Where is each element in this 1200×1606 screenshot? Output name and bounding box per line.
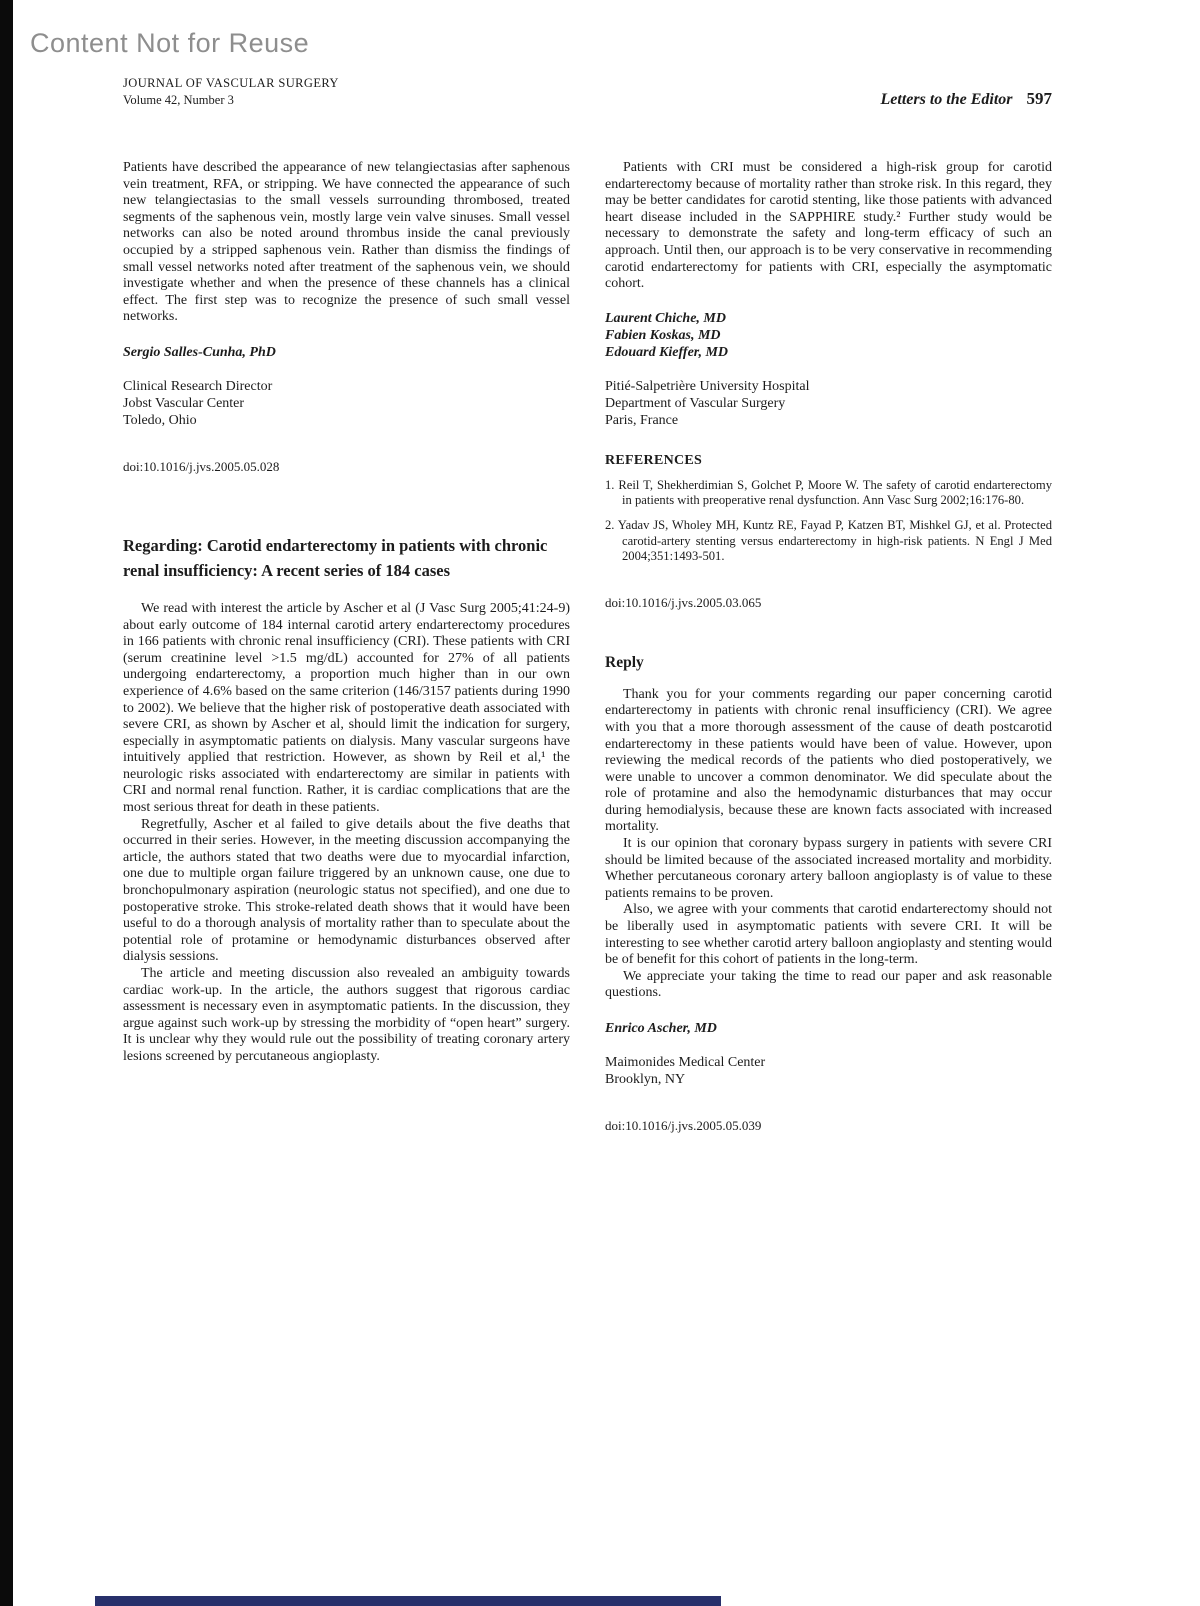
continuation-paragraph: Patients have described the appearance of new telangiectasias after saphenous vein treatment, RFA, or stripping. We have connected the appearance of such new telangiectasias to the small vessels surrounding thrombosed, treated segments of the saphenous vein, mostly large vein valve sinuses. Small vessel networks can also be noted around thrombus inside the canal previously occupied by a stripped saphenous vein. Rather than dismiss the findings of small vessel networks noted after treatment of the saphenous vein, we should investigate whether and when the presence of these channels has a clinical effect. The first step was to recognize the presence of such small vessel networks. bbox=[123, 160, 570, 325]
doi-line: doi:10.1016/j.jvs.2005.05.039 bbox=[605, 1118, 762, 1133]
bottom-edge-bar bbox=[95, 1596, 721, 1606]
letter-paragraph: The article and meeting discussion also revealed an ambiguity towards cardiac work-up. In the article, the authors suggest that rigorous cardiac assessment is necessary even in asymptomatic patients. In the discussion, they argue against such work-up by stressing the morbidity of “open heart” surgery. It is unclear why they would rule out the possibility of treating coronary artery lesions screened by percutaneous angioplasty. bbox=[123, 966, 570, 1064]
doi-line: doi:10.1016/j.jvs.2005.03.065 bbox=[605, 594, 762, 610]
doi-line: doi:10.1016/j.jvs.2005.05.028 bbox=[123, 458, 280, 474]
letter-author: Edouard Kieffer, MD bbox=[605, 344, 729, 360]
letter-paragraph: Patients with CRI must be considered a high-risk group for carotid endarterectomy because of mortality rather than stroke risk. In this regard, they may be better candidates for carotid stenting, like those patients with advanced heart disease included in the SAPPHIRE study.² Further study would be necessary to demonstrate the safety and long-term efficacy of such an approach. Until then, our approach is to be very conservative in recommending carotid endarterectomy for patients with CRI, especially the asymptomatic cohort. bbox=[605, 160, 1052, 292]
reply-paragraph: We appreciate your taking the time to read our paper and ask reasonable questions. bbox=[605, 968, 1052, 1001]
reference-item: 1. Reil T, Shekherdimian S, Golchet P, Moore W. The safety of carotid endarterectomy in patients with preoperative renal dysfunction. Ann Vasc Surg 2002;16:176-80. bbox=[605, 477, 1052, 508]
affiliation-line: Pitié-Salpetrière University Hospital bbox=[605, 378, 810, 394]
affiliation-line: Department of Vascular Surgery bbox=[605, 395, 786, 411]
reply-paragraph: Also, we agree with your comments that carotid endarterectomy should not be liberally used in asymptomatic patients with severe CRI. It will be interesting to see whether carotid artery balloon angioplasty and stenting would be of benefit for this cohort of patients in the long-term. bbox=[605, 902, 1052, 968]
journal-volume: Volume 42, Number 3 bbox=[123, 93, 234, 107]
watermark-text: Content Not for Reuse bbox=[30, 28, 310, 58]
reply-heading: Reply bbox=[605, 653, 644, 671]
affiliation-line: Paris, France bbox=[605, 412, 679, 428]
letter-author: Laurent Chiche, MD bbox=[605, 310, 726, 326]
page-header bbox=[123, 75, 1052, 109]
reply-paragraph: It is our opinion that coronary bypass surgery in patients with severe CRI should be limited because of the associated increased mortality and morbidity. Whether percutaneous coronary artery balloon angioplasty is of value to these patients remains to be proven. bbox=[605, 836, 1052, 901]
journal-name: JOURNAL OF VASCULAR SURGERY bbox=[123, 76, 339, 90]
reply-author: Enrico Ascher, MD bbox=[605, 1021, 717, 1036]
affiliation-line: Jobst Vascular Center bbox=[123, 395, 245, 411]
author-affiliation bbox=[605, 378, 1052, 429]
author-affiliation bbox=[605, 1054, 1052, 1088]
running-head bbox=[881, 89, 1053, 109]
letter-author: Sergio Salles-Cunha, PhD bbox=[123, 344, 276, 360]
right-column bbox=[605, 160, 1052, 1134]
reply-paragraph: Thank you for your comments regarding our paper concerning carotid endarterectomy in patients with chronic renal insufficiency (CRI). We agree with you that a more thorough assessment of the cause of death postcarotid endarterectomy in these patients would have been of value. However, upon reviewing the medical records of the patients who died postoperatively, we were unable to uncover a common denominator. We did speculate about the role of protamine and also the hemodynamic disturbances that may occur during hemodialysis, because these are known facts associated with increased mortality. bbox=[605, 686, 1052, 835]
references-heading: REFERENCES bbox=[605, 452, 703, 468]
left-column bbox=[123, 160, 570, 1134]
author-affiliation bbox=[123, 378, 570, 429]
affiliation-line: Clinical Research Director bbox=[123, 378, 273, 394]
letter-author: Fabien Koskas, MD bbox=[605, 327, 721, 343]
letter-authors bbox=[605, 310, 1052, 361]
two-column-body bbox=[123, 160, 1052, 1134]
reference-item: 2. Yadav JS, Wholey MH, Kuntz RE, Fayad P, Katzen BT, Mishkel GJ, et al. Protected carotid-artery stenting versus endarterectomy in high-risk patients. N Engl J Med 2004;351:1493-501. bbox=[605, 517, 1052, 564]
journal-info bbox=[123, 75, 339, 109]
page-number: 597 bbox=[1026, 89, 1052, 108]
section-title: Letters to the Editor bbox=[880, 91, 1013, 108]
left-edge-bar bbox=[0, 0, 13, 1606]
letter-title: Regarding: Carotid endarterectomy in patients with chronic renal insufficiency: A recent series of 184 cases bbox=[123, 535, 548, 580]
letter-paragraph: We read with interest the article by Ascher et al (J Vasc Surg 2005;41:24-9) about early outcome of 184 internal carotid artery endarterectomy procedures in 166 patients with chronic renal insufficiency (CRI). These patients with CRI (serum creatinine level >1.5 mg/dL) accounted for 27% of all patients undergoing endarterectomy, a proportion much higher than in our own experience of 4.6% based on the same criterion (146/3157 patients during 1990 to 2002). We believe that the higher risk of postoperative death associated with severe CRI, as shown by Ascher et al, should limit the indication for surgery, especially in asymptomatic patients on dialysis. Many vascular surgeons have intuitively applied that restriction. However, as shown by Reil et al,¹ the neurologic risks associated with endarterectomy are similar in patients with CRI and normal renal function. Rather, it is cardiac complications that are the most serious threat for death in these patients. bbox=[123, 600, 570, 816]
affiliation-line: Maimonides Medical Center bbox=[605, 1055, 766, 1070]
affiliation-line: Brooklyn, NY bbox=[605, 1072, 686, 1087]
affiliation-line: Toledo, Ohio bbox=[123, 412, 197, 428]
letter-paragraph: Regretfully, Ascher et al failed to give details about the five deaths that occurred in their series. However, in the meeting discussion accompanying the article, the authors stated that two deaths were due to myocardial infarction, one due to multiple organ failure triggered by an unknown cause, one due to bronchopulmonary aspiration (neurologic status not specified), and one due to postoperative stroke. This stroke-related death shows that it would have been useful to do a thorough analysis of mortality rather than to speculate about the potential role of protamine or hemodynamic disturbances observed after dialysis sessions. bbox=[123, 816, 570, 965]
